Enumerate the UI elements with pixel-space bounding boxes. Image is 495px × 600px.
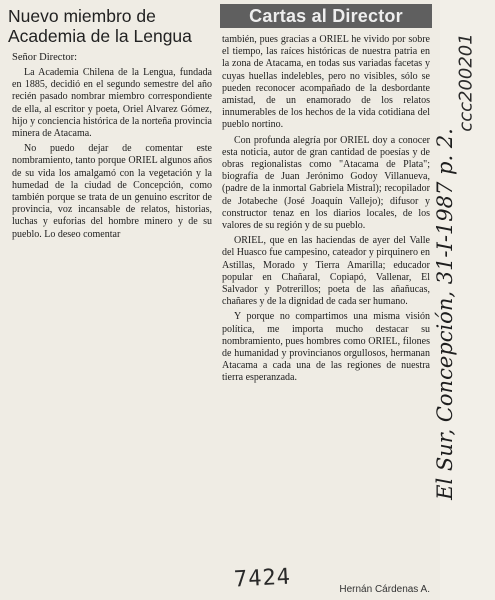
archive-stamp-number: 7424 — [233, 564, 292, 593]
author-signature: Hernán Cárdenas A. — [339, 584, 430, 595]
paragraph: No puedo dejar de comentar este nombramiento, tanto porque ORIEL algunos años de su vida los amalgamó con la vegetación y la humedad de la ciudad de Concepción, como también porque se trata de un genuino escritor de provincia, voz incansable de relatos, historias, luchas y euforias del hombre minero y de su pueblo. Lo deseo comentar — [12, 143, 212, 240]
handwritten-source-note: El Sur, Concepción, 31-I-1987 p. 2. — [433, 128, 457, 500]
article-column-1 — [12, 67, 212, 244]
paragraph: también, pues gracias a ORIEL he vivido por sobre el tiempo, las raíces históricas de nuestra patria en la zona de Atacama, en todas sus variadas facetas y cuyas huellas indelebles, pero no visibles, sólo se pueden reconocer acompañado de la desbordante amistad, de un enamorado de los relatos innumerables de los hechos de la vida cotidiana del pueblo nortino. — [222, 34, 430, 131]
section-banner: Cartas al Director — [220, 4, 432, 28]
paragraph: Con profunda alegría por ORIEL doy a conocer esta noticia, autor de gran cantidad de poesías y de obras regionalistas como "Atacama de Plata"; biografía de Juan Jerónimo Godoy Villanueva, (padre de la inmortal Gabriela Mistral); recopilador de Jotabeche (José Joaquín Vallejo); difusor y constructor tenaz en los diarios locales, de los valores de su región y de su pueblo. — [222, 134, 430, 232]
article-column-2 — [222, 34, 430, 388]
handwritten-archive-code: ccc200201 — [455, 33, 477, 132]
article-headline: Nuevo miembro de Academia de la Lengua — [8, 6, 192, 46]
paragraph: Y porque no compartimos una misma visión política, me importa mucho destacar su nombramiento, pues hombres como ORIEL, filones de humanidad y provincianos orgullosos, hermanan Atacama a cada una de las regiones de nuestra tierra esperanzada. — [222, 311, 430, 384]
paragraph: La Academia Chilena de la Lengua, fundada en 1885, decidió en el segundo semestre del año recién pasado nombrar miembro correspondiente de ella, al escritor y poeta, Oriel Alvarez Gómez, hijo y conciencia histórica de la norteña provincia minera de Atacama. — [12, 67, 212, 140]
paragraph: ORIEL, que en las haciendas de ayer del Valle del Huasco fue campesino, cateador y pirquinero en Astillas, Morado y Tierra Amarilla; educador popular en Chañaral, Copiapó, Vallenar, El Salvador y Potrerillos; poeta de las añañucas, chañares y de la dignidad de cada ser humano. — [222, 235, 430, 308]
salutation: Señor Director: — [12, 52, 78, 63]
